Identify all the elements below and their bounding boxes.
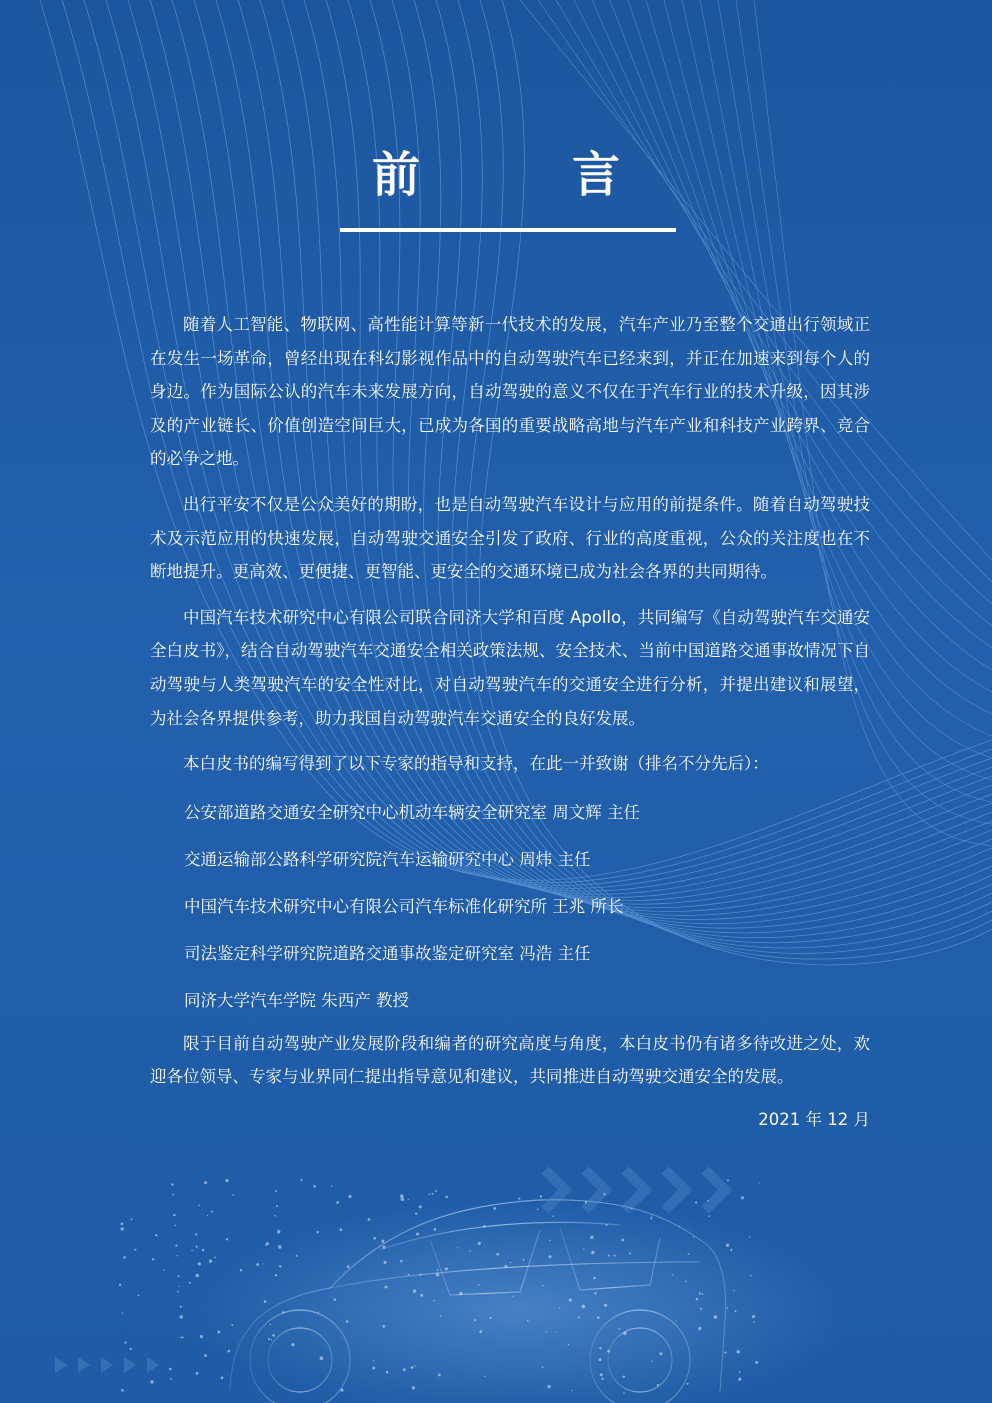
expert-item: 交通运输部公路科学研究院汽车运输研究中心 周炜 主任	[184, 849, 591, 869]
paragraph-authors: 中国汽车技术研究中心有限公司联合同济大学和百度 Apollo，共同编写《自动驾驶汽车交通安全白皮书》，结合自动驾驶汽车交通安全相关政策法规、安全技术、当前中国道路交通事故情况下自动驾驶与人类驾驶汽车的安全性对比，对自动驾驶汽车的交通安全进行分析，并提出建议和展望，为社会各界提供参考，助力我国自动驾驶汽车交通安全的良好发展。	[150, 607, 870, 728]
paragraph-intro: 随着人工智能、物联网、高性能计算等新一代技术的发展，汽车产业乃至整个交通出行领域正在发生一场革命，曾经出现在科幻影视作品中的自动驾驶汽车已经来到，并正在加速来到每个人的身边。作为国际公认的汽车未来发展方向，自动驾驶的意义不仅在于汽车行业的技术升级，因其涉及的产业链长、价值创造空间巨大，已成为各国的重要战略高地与汽车产业和科技产业跨界、竞合的必争之地。	[150, 315, 870, 469]
expert-list	[150, 789, 870, 1024]
expert-item: 同济大学汽车学院 朱西产 教授	[184, 990, 409, 1010]
paragraph-safety: 出行平安不仅是公众美好的期盼，也是自动驾驶汽车设计与应用的前提条件。随着自动驾驶技术及示范应用的快速发展，自动驾驶交通安全引发了政府、行业的高度重视，公众的关注度也在不断地提升。更高效、更便捷、更智能、更安全的交通环境已成为社会各界的共同期待。	[150, 494, 870, 582]
expert-item: 司法鉴定科学研究院道路交通事故鉴定研究室 冯浩 主任	[184, 943, 591, 963]
title-underline	[340, 228, 676, 232]
expert-item: 中国汽车技术研究中心有限公司汽车标准化研究所 王兆 所长	[184, 896, 624, 916]
date-stamp: 2021 年 12 月	[758, 1109, 870, 1129]
expert-item: 公安部道路交通安全研究中心机动车辆安全研究室 周文辉 主任	[184, 802, 640, 822]
paragraph-closing: 限于目前自动驾驶产业发展阶段和编者的研究高度与角度，本白皮书仍有诸多待改进之处，欢迎各位领导、专家与业界同仁提出指导意见和建议，共同推进自动驾驶交通安全的发展。	[150, 1033, 870, 1087]
page-title: 前 言	[371, 147, 672, 203]
small-arrows-decoration	[55, 1357, 159, 1373]
body-content	[150, 308, 870, 1132]
paragraph-acknowledgement: 本白皮书的编写得到了以下专家的指导和支持，在此一并致谢（排名不分先后）：	[183, 754, 769, 774]
